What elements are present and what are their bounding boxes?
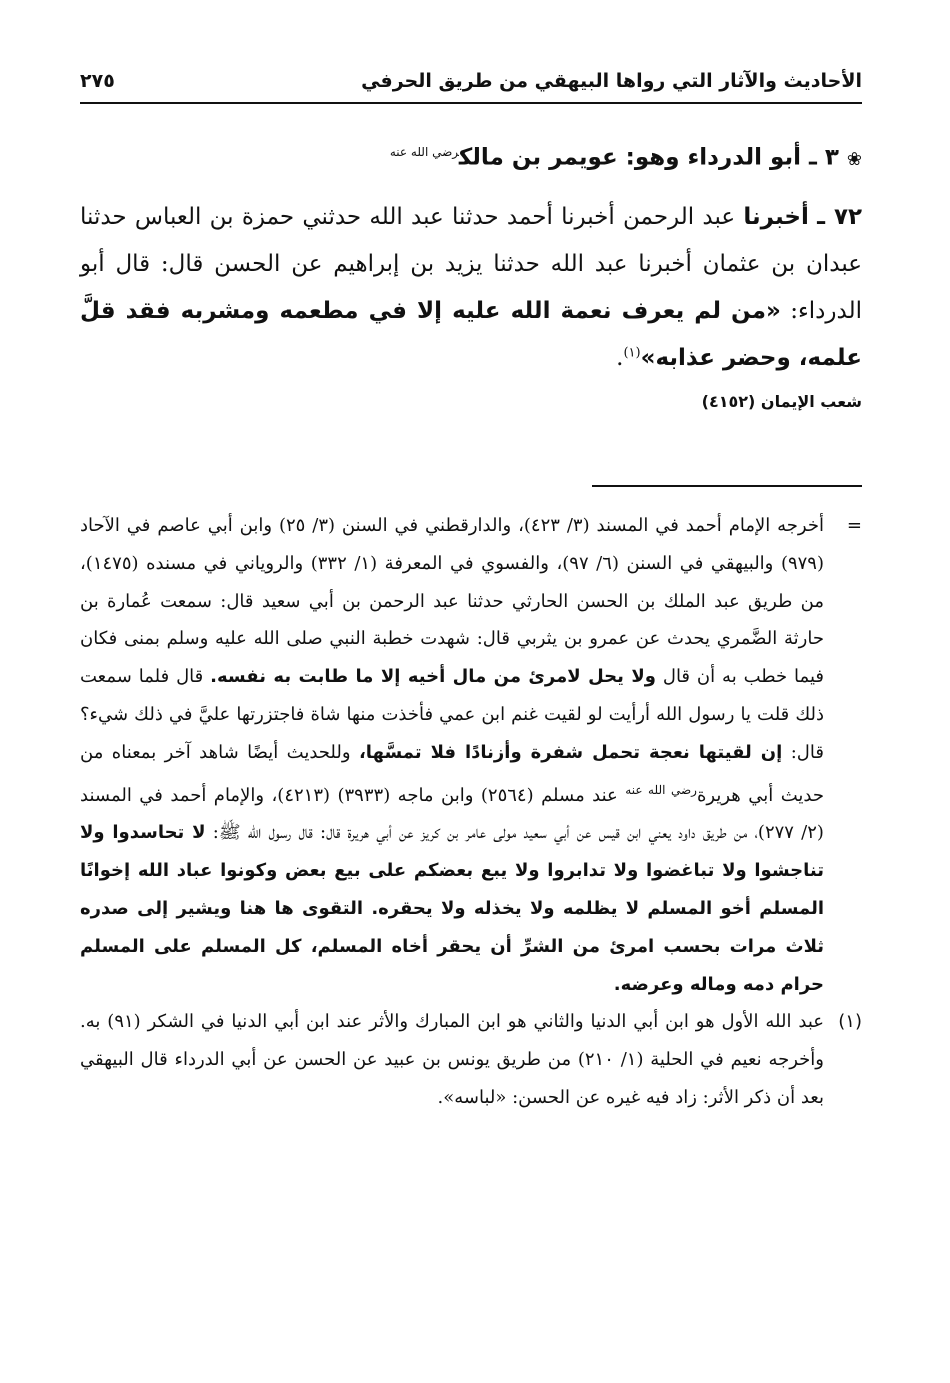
footnote-1 bbox=[80, 1003, 862, 1116]
footnotes bbox=[80, 507, 862, 1117]
flower-ornament-icon: ❀ bbox=[846, 148, 862, 170]
hadith-72 bbox=[80, 194, 862, 382]
hadith-end: . bbox=[616, 344, 624, 371]
footnote-text: وللحديث أيضًا شاهد آخر بمعناه من حديث أبي هريرة bbox=[80, 741, 824, 806]
continuation-mark: = bbox=[846, 515, 862, 536]
section-title: ٣ ـ أبو الدرداء وهو: عويمر بن مالك bbox=[458, 144, 839, 171]
section-heading bbox=[80, 132, 862, 180]
running-title: الأحاديث والآثار التي رواها البيهقي من طريق الحرفي bbox=[361, 70, 862, 92]
footnote-bold-text: ولا يحل لامرئ من مال أخيه إلا ما طابت به نفسه. bbox=[210, 666, 656, 688]
footnote-text: عند مسلم (٢٥٦٤) وابن ماجه (٣٩٣٣) (٤٢١٣)، والإمام أحمد في المسند (٢/ ٢٧٧)، من طريق داود يعني ابن قيس عن أبي سعيد مولى عامر بن كريز عن أبي هريرة قال: قال رسول اللّه bbox=[80, 784, 824, 844]
footnote-number: (١) bbox=[838, 1011, 862, 1033]
footnote-reference: (١) bbox=[623, 345, 641, 360]
footnote-separator bbox=[592, 485, 862, 487]
page-header bbox=[80, 62, 862, 104]
footnote-text: قال فلما سمعت ذلك قلت يا رسول الله أرأيت لو لقيت غنم ابن عمي فأخذت منها شاة فاجتزرتها عليَّ في ذلك شيء؟ قال: bbox=[80, 666, 824, 763]
source-reference: شعب الإيمان (٤١٥٢) bbox=[701, 391, 862, 411]
page-number: ٢٧٥ bbox=[80, 70, 115, 92]
footnote-text: عبد الله الأول هو ابن أبي الدنيا والثاني هو ابن المبارك والأثر عند ابن أبي الدنيا في الشكر (٩١) به. وأخرجه نعيم في الحلية (١/ ٢١٠) من طريق يونس بن عبيد عن الحسن عن أبي الدرداء قال البيهقي بعد أن ذكر الأثر: زاد فيه غيره عن الحسن: «لباسه». bbox=[80, 1011, 824, 1108]
honorific-ligature: رضي الله عنه bbox=[389, 145, 459, 159]
salutation-ligature: ﷺ bbox=[218, 822, 241, 844]
hadith-text: «من لم يعرف نعمة الله عليه إلا في مطعمه ومشربه فقد قلَّ علمه، وحضر عذابه» bbox=[80, 297, 862, 371]
hadith-lead-word: أخبرنا bbox=[743, 203, 809, 230]
footnote-bold-text: لا تحاسدوا ولا تناجشوا ولا تباغضوا ولا تدابروا ولا يبع بعضكم على بيع بعض وكونوا عباد الله إخوانًا المسلم أخو المسلم لا يظلمه ولا يخذله ولا يحقره. التقوى ها هنا ويشير إلى صدره ثلاث مرات بحسب امرئ من الشرِّ أن يحقر أخاه المسلم، كل المسلم على المسلم حرام دمه وماله وعرضه. bbox=[80, 822, 824, 995]
hadith-number: ٧٢ ـ bbox=[817, 203, 863, 230]
hadith-chain: عبد الرحمن أخبرنا أحمد حدثنا عبد الله حدثني حمزة بن العباس حدثنا عبدان بن عثمان أخبرنا عبد الله حدثنا يزيد بن إبراهيم عن الحسن قال: قال أبو الدرداء: bbox=[80, 203, 862, 324]
footnote-text: أخرجه الإمام أحمد في المسند (٣/ ٤٢٣)، والدارقطني في السنن (٣/ ٢٥) وابن أبي عاصم في الآحاد (٩٧٩) والبيهقي في السنن (٦/ ٩٧)، والفسوي في المعرفة (١/ ٣٣٢) والروياني في مسنده (١٤٧٥)، من طريق عبد الملك بن الحسن الحارثي حدثنا عبد الرحمن بن أبي سعيد قال: سمعت عُمارة بن حارثة الضَّمري يحدث عن عمرو بن يثربي قال: شهدت خطبة النبي صلى الله عليه وسلم بمنى فكان فيما خطب به أن قال bbox=[80, 515, 825, 688]
honorific-ligature: رضي الله عنه bbox=[625, 782, 697, 797]
footnote-continuation bbox=[80, 507, 862, 1003]
footnote-text: : bbox=[212, 822, 219, 844]
main-text bbox=[80, 132, 862, 411]
footnote-bold-text: إن لقيتها نعجة تحمل شفرة وأزنادًا فلا تمسَّها، bbox=[358, 741, 783, 763]
